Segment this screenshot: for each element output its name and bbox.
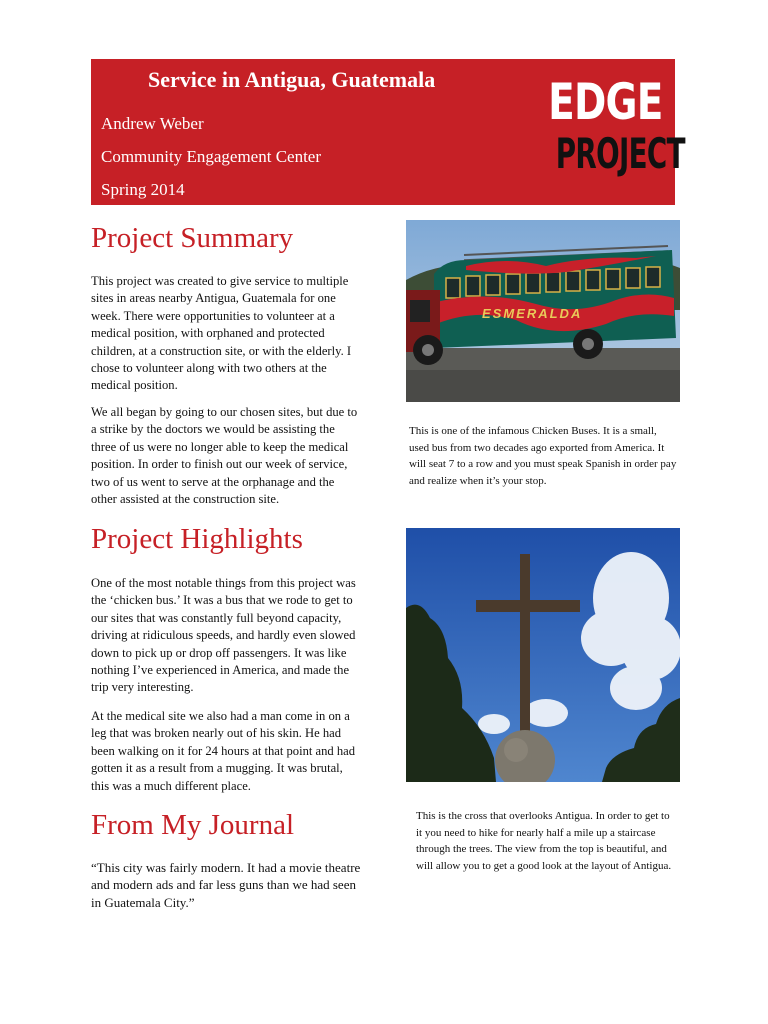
organization-name: Community Engagement Center (101, 147, 322, 166)
cross-photo-caption: This is the cross that overlooks Antigua. In order to get to it you need to hike for nearly half a mile up a staircase through the trees. The view from the top is beautiful, and will allow you to get a good look at the layout of Antigua. (416, 810, 672, 872)
header-banner (91, 59, 685, 205)
logo-project-text: PROJECT (555, 129, 685, 178)
bus-name-text: ESMERALDA (482, 306, 583, 321)
author-name: Andrew Weber (101, 114, 204, 133)
edge-project-logo (534, 73, 685, 178)
summary-paragraph-2: We all began by going to our chosen sites, but due to a strike by the doctors we would be assisting the three of us were no longer able to keep the medical position. In order to finish out our week of service, two of us went to serve at the orphanage and the other assisted at the construction site. (91, 405, 358, 507)
highlights-paragraph-1: One of the most notable things from this project was the ‘chicken bus.’ It was a bus that we rode to get to our sites that was constantly full beyond capacity, driving at ridiculous speeds, and hardly even slowed down to pick up or drop off passengers. It was like nothing I’ve experienced in America, and made the trip very interesting. (91, 576, 356, 695)
journal-heading: From My Journal (91, 809, 294, 841)
highlights-paragraph-2: At the medical site we also had a man come in on a leg that was broken nearly out of his skin. He had been walking on it for 24 hours at that point and had gotten it as a result from a mugging. It was brutal, this was a much different place. (91, 709, 356, 793)
summary-paragraph-1: This project was created to give service to multiple sites in areas nearby Antigua, Guatemala for one week. There were opportunities to volunteer at a medical position, with orphaned and protected children, at a construction site, or with the elderly. I chose to volunteer along with two others at the medical position. (91, 274, 352, 393)
cross-photo (406, 528, 680, 782)
logo-edge-text: EDGE (548, 73, 663, 131)
highlights-heading: Project Highlights (91, 523, 303, 555)
journal-quote: “This city was fairly modern. It had a movie theatre and modern ads and far less guns than we had seen in Guatemala City.” (91, 860, 361, 910)
term-label: Spring 2014 (101, 180, 185, 199)
chicken-bus-photo (406, 220, 680, 402)
summary-heading: Project Summary (91, 222, 294, 254)
bus-photo-caption: This is one of the infamous Chicken Buses. It is a small, used bus from two decades ago exported from America. It will seat 7 to a row and you must speak Spanish in order pay and realize when it’s your stop. (409, 425, 677, 487)
page-title: Service in Antigua, Guatemala (148, 67, 436, 92)
